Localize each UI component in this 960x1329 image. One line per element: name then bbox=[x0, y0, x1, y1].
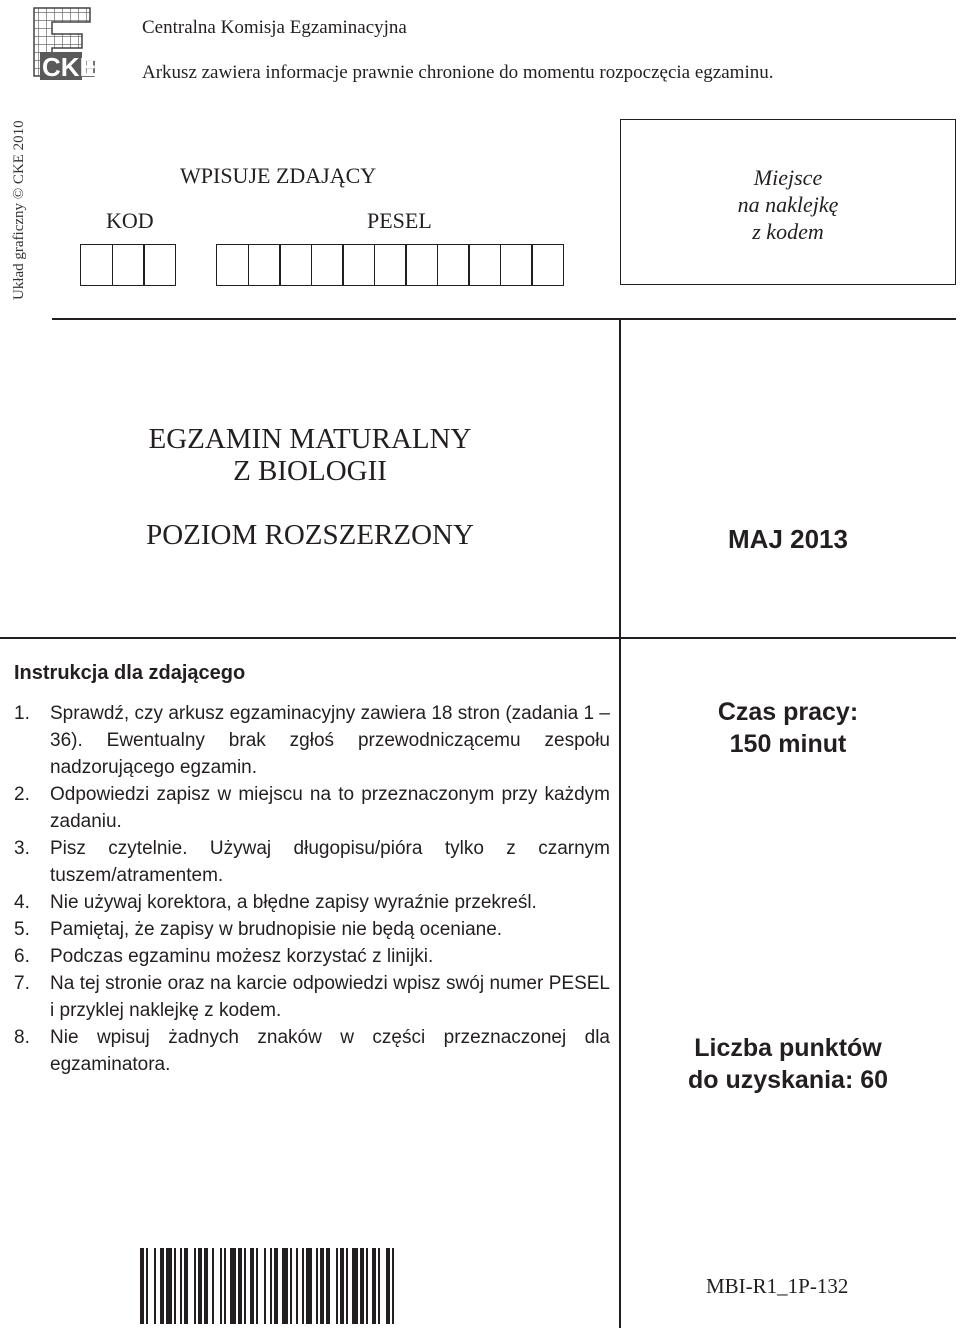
instruction-number: 2. bbox=[14, 784, 30, 805]
sticker-line-3: z kodem bbox=[752, 219, 824, 244]
pesel-box[interactable] bbox=[279, 244, 312, 286]
instructions-divider bbox=[0, 637, 956, 639]
instruction-number: 5. bbox=[14, 919, 30, 940]
sticker-line-1: Miejsce bbox=[753, 165, 823, 190]
pesel-box[interactable] bbox=[405, 244, 438, 286]
confidentiality-notice: Arkusz zawiera informacje prawnie chronione do momentu rozpoczęcia egzaminu. bbox=[142, 62, 774, 83]
instruction-text: Pamiętaj, że zapisy w brudnopisie nie będą oceniane. bbox=[50, 919, 503, 940]
kod-label: KOD bbox=[106, 208, 154, 233]
instruction-item bbox=[14, 943, 610, 970]
sticker-line-2: na naklejkę bbox=[737, 192, 839, 217]
pesel-box[interactable] bbox=[500, 244, 533, 286]
kod-box[interactable] bbox=[112, 244, 145, 286]
instructions-heading: Instrukcja dla zdającego bbox=[14, 662, 246, 684]
pesel-box[interactable] bbox=[248, 244, 281, 286]
instruction-item bbox=[14, 781, 610, 835]
barcode bbox=[140, 1248, 620, 1324]
instruction-number: 6. bbox=[14, 946, 30, 967]
instruction-number: 8. bbox=[14, 1027, 30, 1048]
examinee-section-title: WPISUJE ZDAJĄCY bbox=[180, 163, 377, 188]
exam-session: MAJ 2013 bbox=[728, 524, 848, 554]
instruction-number: 7. bbox=[14, 973, 30, 994]
instruction-item bbox=[14, 889, 610, 916]
pesel-box[interactable] bbox=[468, 244, 501, 286]
instructions-list bbox=[14, 700, 610, 1078]
instruction-text: Na tej stronie oraz na karcie odpowiedzi wpisz swój numer PESEL i przyklej naklejkę z kodem. bbox=[50, 973, 610, 1021]
exam-title-line-2: Z BIOLOGII bbox=[233, 455, 387, 487]
pesel-box[interactable] bbox=[437, 244, 470, 286]
kod-box[interactable] bbox=[143, 244, 176, 286]
kod-box[interactable] bbox=[80, 244, 113, 286]
exam-level: POZIOM ROZSZERZONY bbox=[146, 519, 474, 551]
instruction-item bbox=[14, 835, 610, 889]
kod-input-boxes[interactable] bbox=[80, 244, 176, 286]
pesel-box[interactable] bbox=[342, 244, 375, 286]
instruction-item bbox=[14, 700, 610, 781]
pesel-box[interactable] bbox=[374, 244, 407, 286]
time-value: 150 minut bbox=[729, 730, 847, 758]
instruction-text: Sprawdź, czy arkusz egzaminacyjny zawiera 18 stron (zadania 1 – 36). Ewentualny brak zgłoś przewodniczącemu zespołu nadzorującego egzamin. bbox=[50, 703, 610, 778]
header-divider bbox=[52, 318, 956, 320]
instruction-text: Pisz czytelnie. Używaj długopisu/pióra tylko z czarnym tuszem/atramentem. bbox=[50, 838, 610, 886]
pesel-input-boxes[interactable] bbox=[216, 244, 564, 286]
instruction-text: Podczas egzaminu możesz korzystać z linijki. bbox=[50, 946, 434, 967]
pesel-box[interactable] bbox=[216, 244, 249, 286]
time-label: Czas pracy: bbox=[717, 698, 859, 726]
instruction-text: Odpowiedzi zapisz w miejscu na to przeznaczonym przy każdym zadaniu. bbox=[50, 784, 610, 832]
points-label: Liczba punktów bbox=[694, 1034, 882, 1062]
instruction-text: Nie używaj korektora, a błędne zapisy wyraźnie przekreśl. bbox=[50, 892, 537, 913]
pesel-box[interactable] bbox=[531, 244, 564, 286]
instruction-item bbox=[14, 970, 610, 1024]
instruction-item bbox=[14, 916, 610, 943]
pesel-box[interactable] bbox=[311, 244, 344, 286]
logo-text: CKE bbox=[42, 52, 97, 82]
instruction-number: 1. bbox=[14, 703, 30, 724]
instruction-number: 3. bbox=[14, 838, 30, 859]
points-value: do uzyskania: 60 bbox=[687, 1066, 889, 1094]
exam-title-line-1: EGZAMIN MATURALNY bbox=[148, 423, 472, 455]
instruction-text: Nie wpisuj żadnych znaków w części przeznaczonej dla egzaminatora. bbox=[50, 1027, 610, 1075]
side-credit: Układ graficzny © CKE 2010 bbox=[11, 120, 27, 300]
pesel-label: PESEL bbox=[367, 208, 432, 233]
sticker-placeholder bbox=[620, 119, 956, 285]
instruction-item bbox=[14, 1024, 610, 1078]
cke-logo bbox=[30, 4, 106, 84]
exam-code: MBI-R1_1P-132 bbox=[706, 1274, 849, 1298]
instruction-number: 4. bbox=[14, 892, 30, 913]
organization-name: Centralna Komisja Egzaminacyjna bbox=[142, 17, 407, 38]
